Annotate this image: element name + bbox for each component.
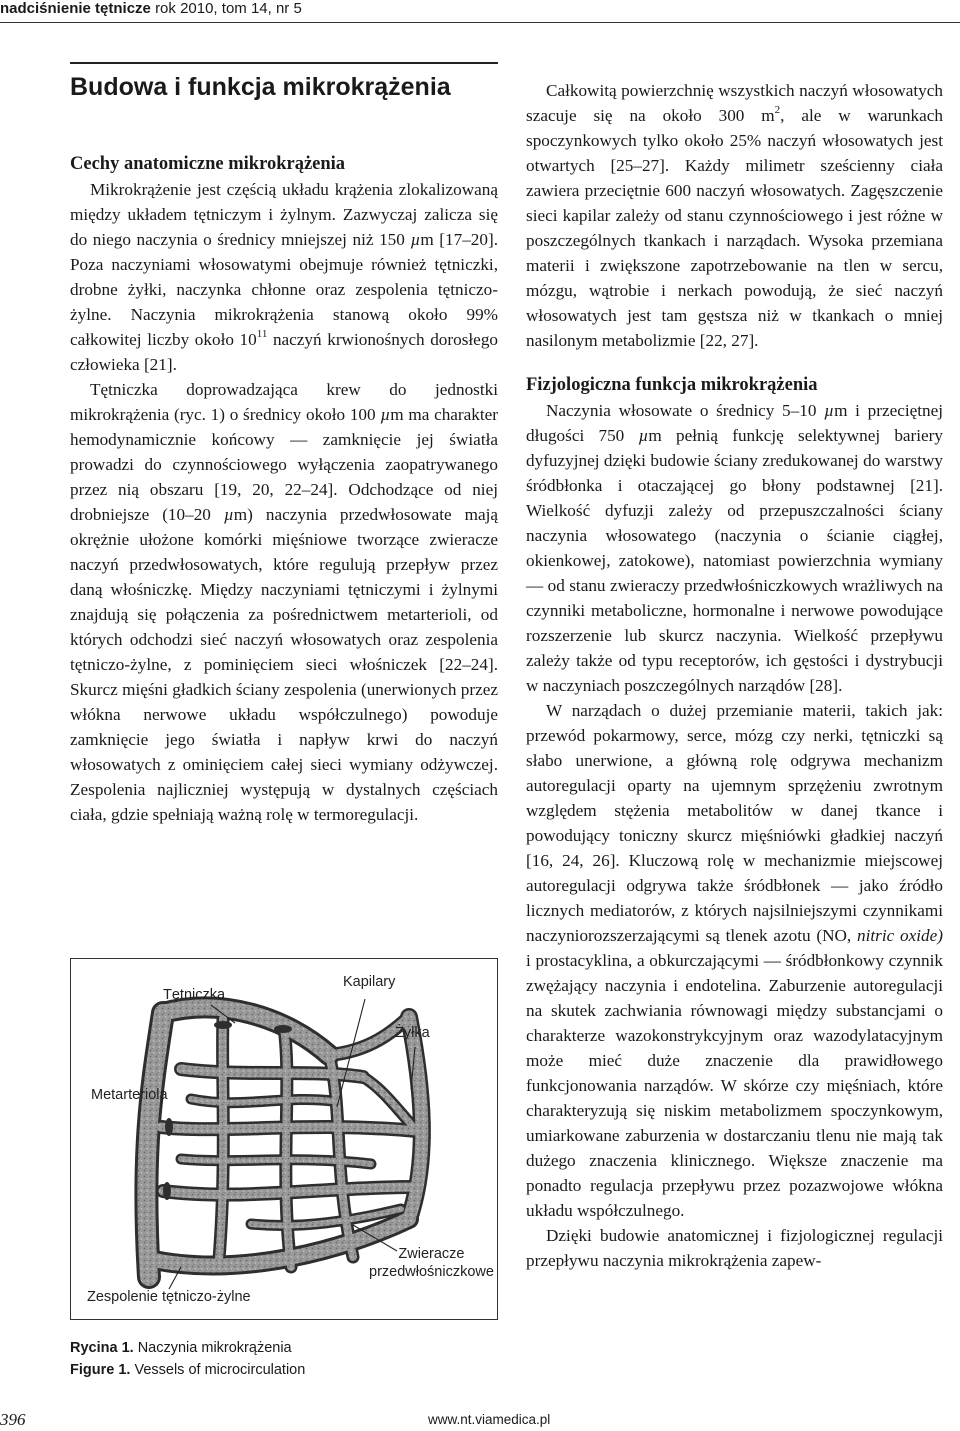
sphincter-ring xyxy=(274,1025,292,1033)
paragraph-1-part-c: naczyń krwionośnych dorosłego człowieka [21]. xyxy=(70,330,499,374)
figure-label-sphincters xyxy=(369,1245,494,1281)
caption-english-text: Vessels of microcirculation xyxy=(130,1362,306,1378)
running-head-rule xyxy=(0,22,960,23)
running-head xyxy=(0,0,960,22)
paragraph-4-part-a: Naczynia włosowate o średnicy 5–10 xyxy=(546,401,817,420)
paragraph-3 xyxy=(526,78,943,353)
left-column xyxy=(70,152,498,827)
paragraph-6: Dzięki budowie anatomicznej i fizjologicznej regulacji przepływu naczynia mikrokrążenia zapew- xyxy=(526,1226,943,1270)
sphincter-ring xyxy=(214,1021,232,1029)
mu-symbol: µ xyxy=(638,426,649,445)
article-title: Budowa i funkcja mikrokrążenia xyxy=(70,73,451,101)
paragraph-5 xyxy=(526,698,943,1223)
mu-symbol: µ xyxy=(410,230,421,249)
mu-symbol: µ xyxy=(223,505,234,524)
paragraph-4-part-c: m pełnią funkcję selektywnej bariery dyfuzyjnej dzięki budowie ściany zredukowanej do warstwy śródbłonka i otaczającej go błony podstawnej [21]. Wielkość dyfuzji zależy od przepuszczalności ściany naczynia włosowatego (naczynia o ścianie ciągłej, okienkowej, zatokowe), natomiast powierzchnia wymiany — od stanu zwieraczy przedwłośniczkowych wrażliwych na czynniki metaboliczne, hormonalne i nerwowe powodujące rozszerzenie lub skurcz naczynia. Wielkość przepływu zależy także od typu receptorów, ich gęstości i dystrybucji w naczyniach poszczególnych narządów [28]. xyxy=(526,426,943,695)
running-head-issue: rok 2010, tom 14, nr 5 xyxy=(155,0,302,17)
sphincter-ring xyxy=(163,1182,171,1200)
article-title-block xyxy=(70,62,498,102)
running-head-journal: nadciśnienie tętnicze xyxy=(0,0,151,17)
caption-english xyxy=(70,1359,498,1381)
paragraph-4 xyxy=(526,398,943,698)
title-rule xyxy=(70,62,498,64)
italic-term: nitric oxide) xyxy=(857,926,943,945)
paragraph-3-part-b: , ale w warunkach spoczynkowych tylko około 25% naczyń włosowatych jest otwartych [25–27]. Każdy milimetr sześcienny ciała zawiera przeciętnie 600 naczyń włosowatych. Zagęszczenie sieci kapilar zależy od stanu czynnościowego i jest różne w poszczególnych tkankach i narządach. Wysoka przemiana materii i zwiększone zapotrzebowanie na tlen w sercu, mózgu, wątrobie i nerkach powodują, że sieć naczyń włosowatych jest tam gęstsza niż w tkankach o mniej nasilonym metabolizmie [22, 27]. xyxy=(526,106,943,350)
caption-polish-label: Rycina 1. xyxy=(70,1340,134,1356)
caption-english-label: Figure 1. xyxy=(70,1362,131,1378)
paragraph-1-part-b: m [17–20]. Poza naczyniami włosowatymi obejmuje również tętniczki, drobne żyłki, naczynka chłonne oraz zespolenia tętniczo-żylne. Naczynia mikrokrążenia stanową około 99% całkowitej liczby około 10 xyxy=(70,230,499,349)
footer-url[interactable]: www.nt.viamedica.pl xyxy=(428,1412,551,1427)
figure-microcirculation xyxy=(70,958,498,1320)
paragraph-2-part-c: m) naczynia przedwłosowate mają okrężnie ułożone komórki mięśniowe tworzące zwieracze naczyń przedwłosowatych, które regulują przepływ przez daną włośniczkę. Między naczyniami tętniczymi i żylnymi znajdują się połączenia za pośrednictwem metarterioli, od których odchodzi sieć naczyń włosowatych oraz zespolenia tętniczo-żylne, z pominięciem sieci włośniczek [22–24]. Skurcz mięśni gładkich ściany zespolenia (unerwionych przez włókna nerwowe układu współczulnego) powoduje zamknięcie jego światła i napływ krwi do naczyń włosowatych z ominięciem całej sieci wymiany odżywczej. Zespolenia najliczniej występują w dystalnych częściach ciała, gdzie spełniają ważną rolę w termoregulacji. xyxy=(70,505,498,824)
mu-symbol: µ xyxy=(380,405,391,424)
mu-symbol: µ xyxy=(824,401,835,420)
paragraph-2-part-a: Tętniczka doprowadzająca krew do jednostki mikrokrążenia (ryc. 1) o średnicy około 100 xyxy=(70,380,498,424)
caption-polish-text: Naczynia mikrokrążenia xyxy=(133,1340,292,1356)
vessel-lumen xyxy=(146,1007,421,1277)
paragraph-1-part-a: Mikrokrążenie jest częścią układu krążenia zlokalizowaną między układem tętniczym i żylnym. Zazwyczaj zalicza się do niego naczynia o średnicy mniejszej niż 150 xyxy=(70,180,498,249)
paragraph-2-part-b: m ma charakter hemodynamicznie końcowy — zamknięcie jej światła prowadzi do czynnościowego wyłączenia zaopatrywanego przez nią obszaru [19, 20, 22–24]. Odchodzące od niej drobniejsze (10–20 xyxy=(70,405,499,524)
section-gap xyxy=(526,353,943,373)
sphincter-ring xyxy=(165,1118,173,1136)
superscript-exponent: 11 xyxy=(256,328,268,341)
figure-label-venule: Żyłka xyxy=(395,1025,430,1041)
superscript-square: 2 xyxy=(774,104,781,117)
sphincters-label-line2: przedwłośniczkowe xyxy=(369,1264,494,1280)
paragraph-5-part-a: W narządach o dużej przemianie materii, takich jak: przewód pokarmowy, serce, mózg czy nerki, tętniczki są słabo unerwione, a główną rolę odgrywa mechanizm autoregulacji oparty na ujemnym sprzężeniu zwrotnym względem stężenia metabolitów w danej tkance i powodujący toniczny skurcz mięśniówki gładkiej naczyń [16, 24, 26]. Kluczową rolę w mechanizmie miejscowej autoregulacji odgrywa także śródbłonek — jako źródło licznych mediatorów, z których najsilniejszymi czynnikami naczyniorozszerzającymi są tlenek azotu (NO, xyxy=(526,701,943,945)
section-heading-anatomy: Cechy anatomiczne mikrokrążenia xyxy=(70,154,346,174)
sphincters-label-line1: Zwieracze xyxy=(398,1246,465,1262)
caption-polish xyxy=(70,1337,498,1359)
figure-captions xyxy=(70,1337,498,1381)
figure-label-capillaries: Kapilary xyxy=(343,974,396,990)
section-heading-physiology: Fizjologiczna funkcja mikrokrążenia xyxy=(526,375,818,395)
paragraph-2 xyxy=(70,377,498,827)
right-column xyxy=(526,78,943,1273)
paragraph-4-part-b: m i przeciętnej długości 750 xyxy=(526,401,944,445)
page-number: 396 xyxy=(0,1410,26,1429)
paragraph-3-part-a: Całkowitą powierzchnię wszystkich naczyń włosowatych szacuje się na około 300 m xyxy=(526,81,943,125)
figure-label-anastomosis: Zespolenie tętniczo-żylne xyxy=(87,1289,251,1305)
figure-label-arteriole: Tętniczka xyxy=(163,987,226,1003)
figure-label-metarteriole: Metarteriola xyxy=(91,1087,168,1103)
paragraph-1 xyxy=(70,177,498,377)
paragraph-5-part-b: i prostacyklina, a obkurczającymi — śródbłonkowy czynnik zwężający naczynia i endotelina. Zaburzenie autoregulacji na skutek zachwiania równowagi między substancjami o charakterze wazokonstrykcyjnym oraz wazodylatacyjnym może mieć duże znaczenie dla prawidłowego funkcjonowania narządów. W skórze czy mięśniach, które charakteryzują się niskim metabolizmem spoczynkowym, umiarkowane zaburzenia w dostarczaniu tlenu nie mają tak dużego znaczenia klinicznego. Większe znaczenie ma ponadto regulacja przepływu przez pozazwojowe włókna układu współczulnego. xyxy=(526,951,943,1220)
